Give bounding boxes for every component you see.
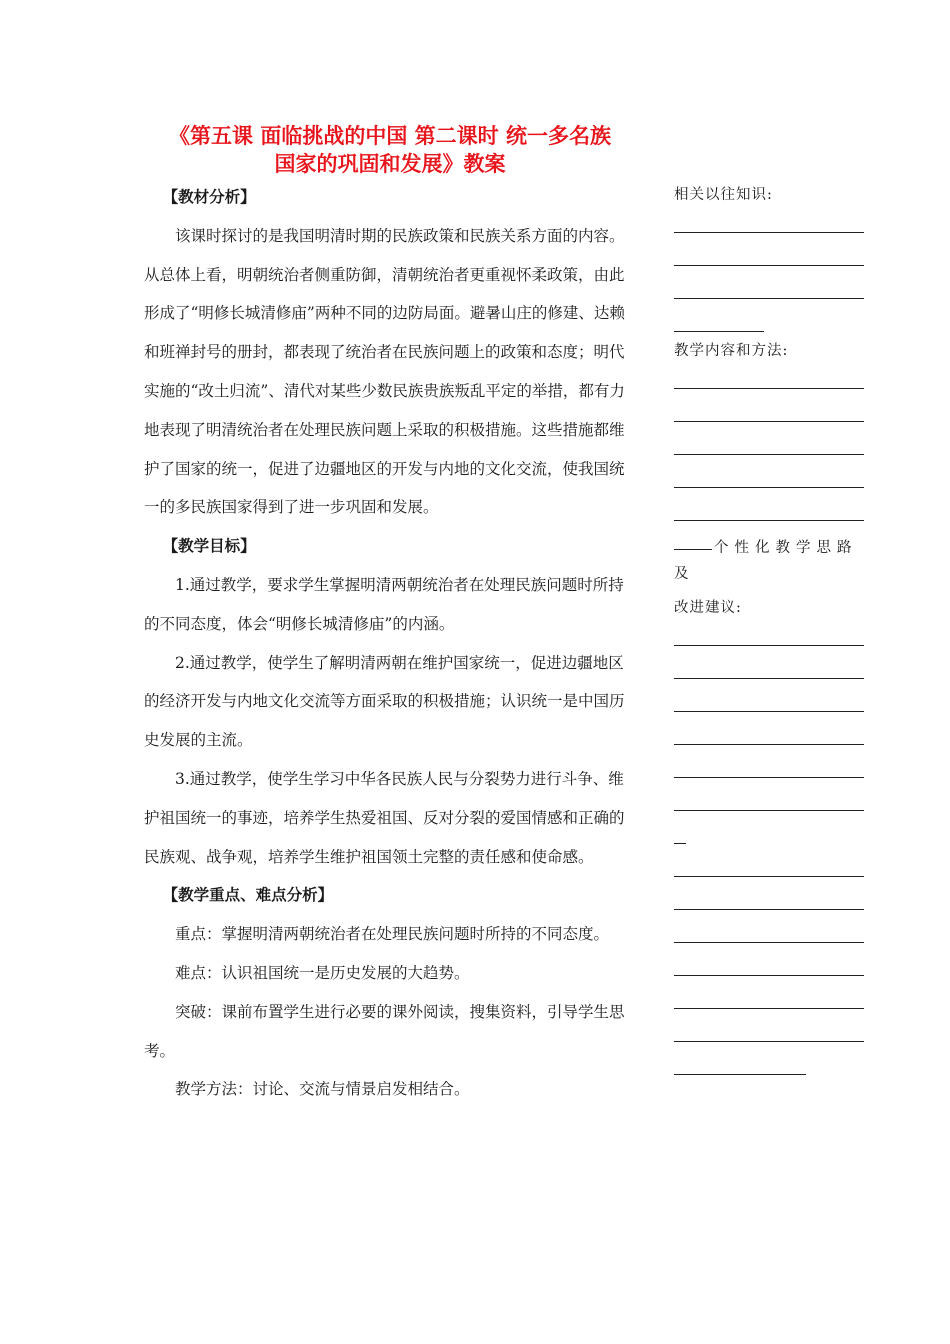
blank-line — [674, 678, 864, 679]
personal-ideas-label — [674, 535, 866, 587]
blank-line — [674, 1008, 864, 1009]
improvement-label: 改进建议: — [674, 600, 742, 616]
blank-line — [674, 1074, 806, 1075]
blank-line — [674, 975, 864, 976]
blank-line — [674, 298, 864, 299]
blank-line — [674, 942, 864, 943]
difficulty: 难点：认识祖国统一是历史发展的大趋势。 — [175, 963, 470, 982]
blank-line — [674, 454, 864, 455]
document-title — [140, 122, 640, 178]
teaching-methods: 教学方法：讨论、交流与情景启发相结合。 — [175, 1080, 470, 1099]
blank-line — [674, 331, 764, 332]
analysis-heading: 【教材分析】 — [162, 187, 256, 206]
goals-heading: 【教学目标】 — [162, 536, 256, 556]
blank-line — [674, 711, 864, 712]
blank-line — [674, 520, 864, 521]
title-line-1: 《第五课 面临挑战的中国 第二课时 统一多名族 — [169, 124, 611, 148]
blank-line — [674, 777, 864, 778]
breakthrough: 突破：课前布置学生进行必要的课外阅读，搜集资料，引导学生思考。 — [144, 1002, 625, 1060]
goal-2: 2.通过教学，使学生了解明清两朝在维护国家统一，促进边疆地区的经济开发与内地文化交流等方面采取的积极措施；认识统一是中国历史发展的主流。 — [144, 653, 625, 750]
blank-line — [674, 421, 864, 422]
goal-1: 1.通过教学，要求学生掌握明清两朝统治者在处理民族问题时所持的不同态度，体会“明修长城清修庙”的内涵。 — [144, 575, 624, 633]
blank-line — [674, 909, 864, 910]
content-methods-label: 教学内容和方法: — [674, 343, 789, 359]
goal-3: 3.通过教学，使学生学习中华各民族人民与分裂势力进行斗争、维护祖国统一的事迹，培养学生热爱祖国、反对分裂的爱国情感和正确的民族观、战争观，培养学生维护祖国领土完整的责任感和使命感。 — [144, 769, 625, 866]
personal-ideas-text: 个性化教学思路及 — [674, 540, 858, 582]
blank-line — [674, 487, 864, 488]
blank-line — [674, 876, 864, 877]
key-point: 重点：掌握明清两朝统治者在处理民族问题时所持的不同态度。 — [175, 925, 610, 944]
blank-line — [674, 810, 864, 811]
blank-line — [674, 388, 864, 389]
blank-line — [674, 232, 864, 233]
blank-line — [674, 645, 864, 646]
margin-notes — [674, 182, 866, 1075]
blank-line — [674, 744, 864, 745]
analysis-paragraph: 该课时探讨的是我国明清时期的民族政策和民族关系方面的内容。从总体上看，明朝统治者侧重防御，清朝统治者更重视怀柔政策，由此形成了“明修长城清修庙”两种不同的边防局面。避暑山庄的修建、达赖和班禅封号的册封，都表现了统治者在民族问题上的政策和态度；明代实施的“改土归流”、清代对某些少数民族贵族叛乱平定的举措，都有力地表现了明清统治者在处理民族问题上采取的积极措施。这些措施都维护了国家的统一，促进了边疆地区的开发与内地的文化交流，使我国统一的多民族国家得到了进一步巩固和发展。 — [144, 226, 625, 517]
blank-line — [674, 1041, 864, 1042]
blank-line — [674, 843, 686, 844]
main-content — [144, 178, 632, 1109]
blank-line — [674, 265, 864, 266]
blank-line — [674, 549, 712, 550]
keys-heading: 【教学重点、难点分析】 — [162, 885, 334, 905]
prior-knowledge-label: 相关以往知识: — [674, 187, 773, 203]
title-line-2: 国家的巩固和发展》教案 — [274, 152, 506, 176]
